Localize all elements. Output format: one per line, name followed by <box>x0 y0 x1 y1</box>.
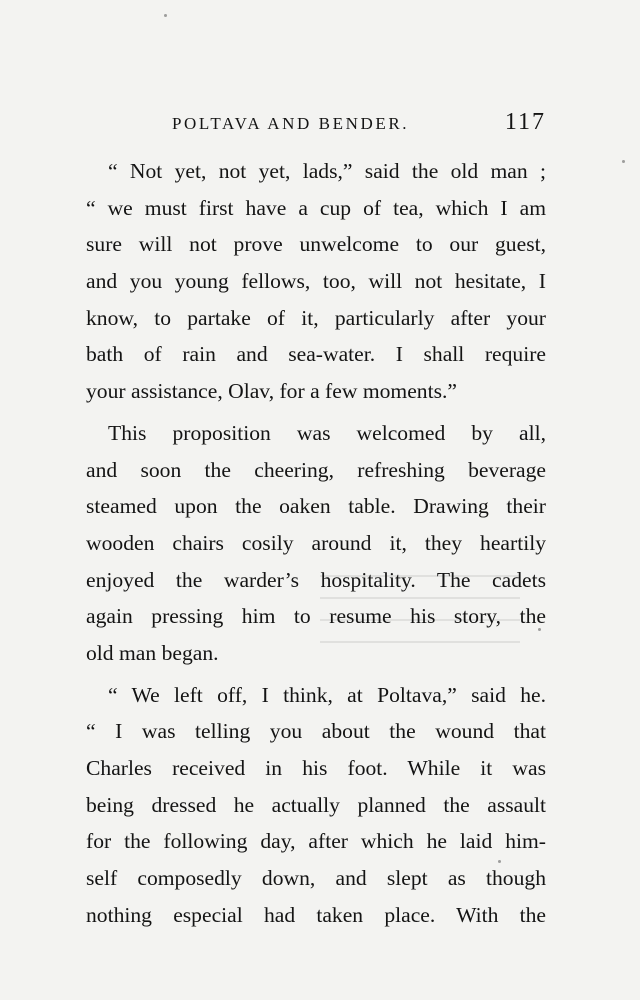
text-line: your assistance, Olav, for a few moments.” <box>86 379 457 404</box>
text-line: “ I was telling you about the wound that <box>86 719 546 744</box>
text-line: old man began. <box>86 640 219 665</box>
text-line: sure will not prove unwelcome to our guest, <box>86 232 546 257</box>
paper-speck <box>498 860 501 863</box>
text-line: and you young fellows, too, will not hesitate, I <box>86 269 546 294</box>
paper-speck <box>164 14 167 17</box>
paper-speck <box>622 160 625 163</box>
text-line: for the following day, after which he laid him- <box>86 829 546 854</box>
running-title: POLTAVA AND BENDER. <box>172 114 410 133</box>
text-line: bath of rain and sea-water. I shall require <box>86 342 546 367</box>
text-line: enjoyed the warder’s hospitality. The cadets <box>86 567 546 592</box>
text-line: self composedly down, and slept as though <box>86 866 546 891</box>
text-line: “ we must first have a cup of tea, which I am <box>86 195 546 220</box>
text-line: wooden chairs cosily around it, they heartily <box>86 530 546 555</box>
paragraph-3 <box>86 677 546 934</box>
running-head <box>86 109 546 144</box>
text-line: “ Not yet, not yet, lads,” said the old man ; <box>108 159 546 183</box>
text-line: again pressing him to resume his story, the <box>86 604 546 629</box>
text-line: steamed upon the oaken table. Drawing their <box>86 494 546 519</box>
text-line: know, to partake of it, particularly after your <box>86 305 546 330</box>
paragraph-1 <box>86 153 546 410</box>
text-line: This proposition was welcomed by all, <box>108 420 546 445</box>
text-line: being dressed he actually planned the assault <box>86 792 546 817</box>
paper-speck <box>538 628 541 631</box>
paragraph-2 <box>86 415 546 672</box>
text-line: “ We left off, I think, at Poltava,” said he. <box>108 682 546 707</box>
body-text <box>86 153 546 933</box>
text-line: and soon the cheering, refreshing beverage <box>86 457 546 482</box>
text-line: nothing especial had taken place. With the <box>86 902 546 927</box>
text-line: Charles received in his foot. While it was <box>86 756 546 780</box>
page-number: 117 <box>504 109 546 135</box>
